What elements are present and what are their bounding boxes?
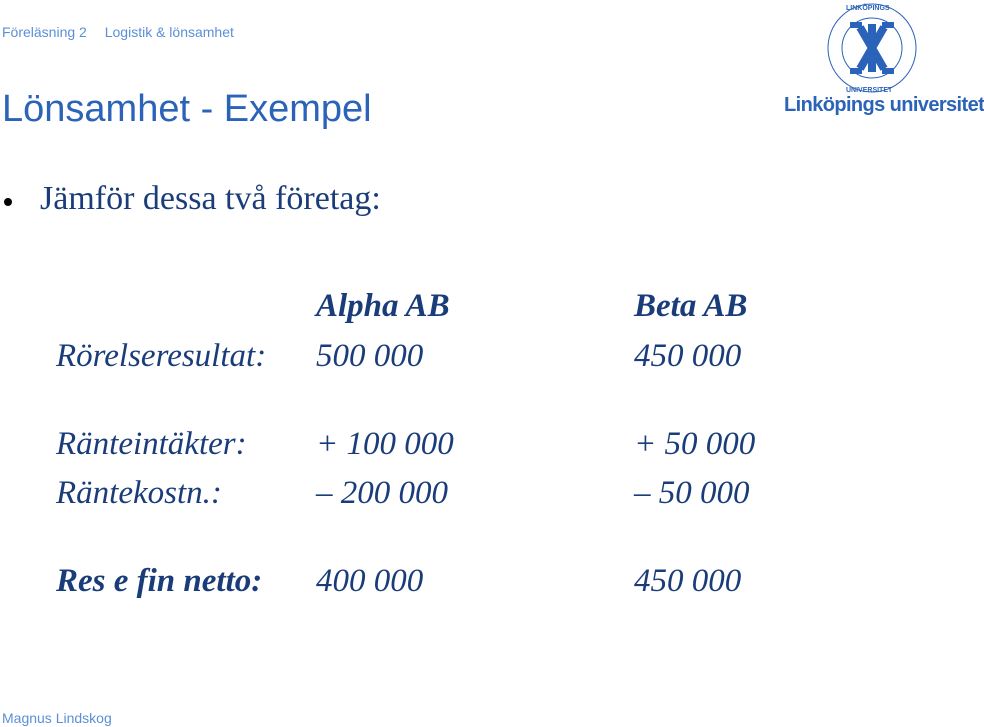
slide-title: Lönsamhet - Exempel <box>2 88 372 130</box>
row-label-res-e-fin-netto: Res e fin netto: <box>56 563 263 599</box>
column-header-alpha: Alpha AB <box>316 288 450 324</box>
course-label: Föreläsning 2 <box>2 24 87 40</box>
topic-label: Logistik & lönsamhet <box>104 24 234 40</box>
value-alpha-rantekostn: – 200 000 <box>316 475 448 511</box>
value-beta-rantekostn: – 50 000 <box>634 475 750 511</box>
footer-author: Magnus Lindskog <box>2 710 112 726</box>
value-beta-ranteintakter: + 50 000 <box>634 426 756 462</box>
slide-header <box>2 24 248 40</box>
value-beta-rorelseresultat: 450 000 <box>634 338 742 374</box>
value-alpha-rorelseresultat: 500 000 <box>316 338 424 374</box>
row-label-ranteintakter: Ränteintäkter: <box>56 426 247 462</box>
value-alpha-ranteintakter: + 100 000 <box>316 426 454 462</box>
value-beta-res-e-fin-netto: 450 000 <box>634 563 742 599</box>
row-label-rantekostn: Räntekostn.: <box>56 475 222 511</box>
column-header-beta: Beta AB <box>634 288 748 324</box>
value-alpha-res-e-fin-netto: 400 000 <box>316 563 424 599</box>
bullet-text: Jämför dessa två företag: <box>40 180 381 217</box>
svg-text:UNIVERSITET: UNIVERSITET <box>846 87 893 94</box>
svg-text:LINKÖPINGS: LINKÖPINGS <box>846 5 890 12</box>
university-name: Linköpings universitet <box>784 94 984 116</box>
bullet-dot <box>4 198 12 206</box>
row-label-rorelseresultat: Rörelseresultat: <box>56 338 267 374</box>
